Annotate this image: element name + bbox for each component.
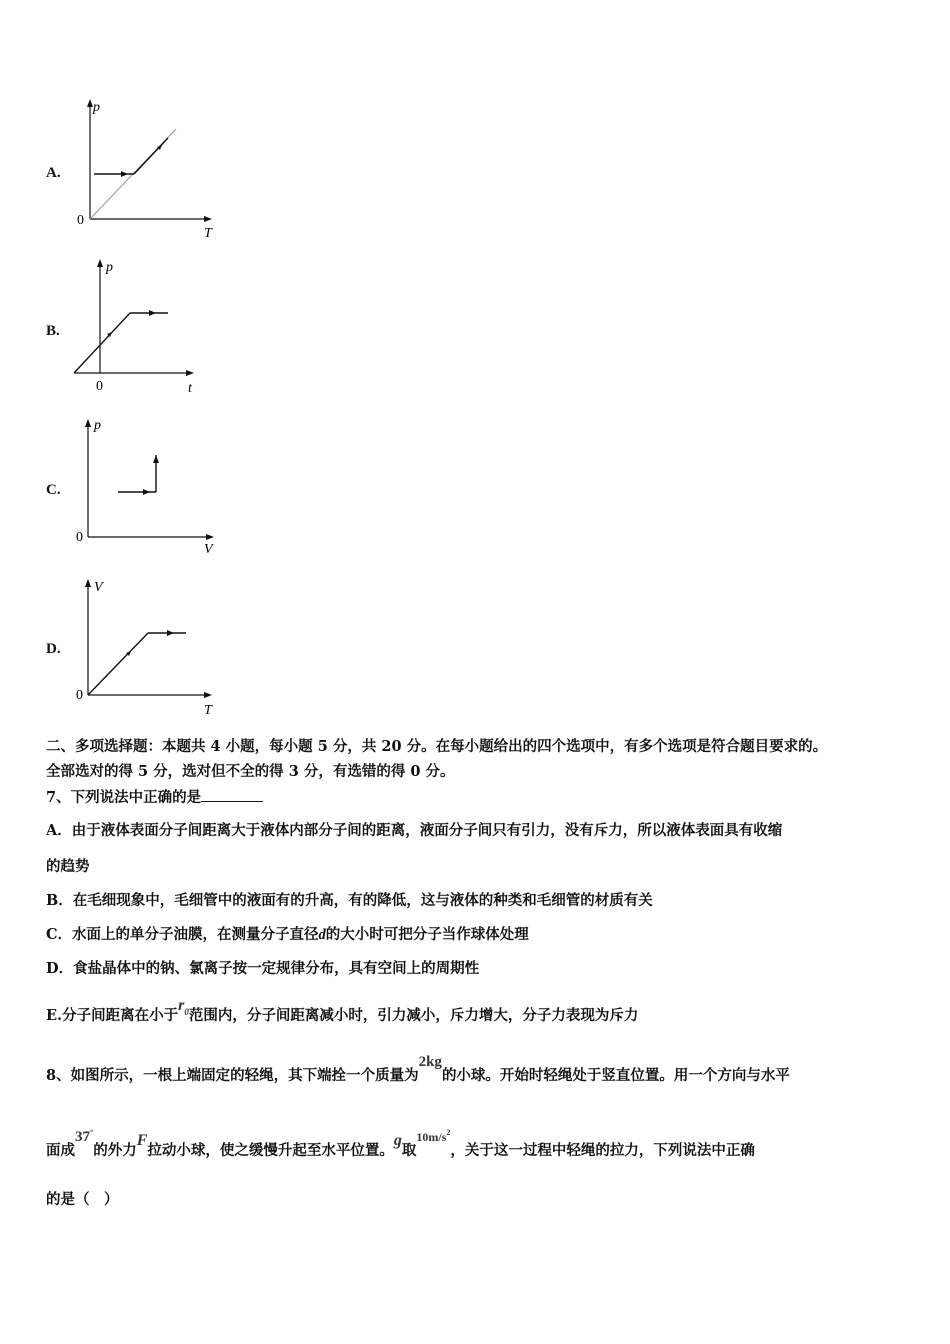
q7-option-a-line1: A．由于液体表面分子间距离大于液体内部分子间的距离，液面分子间只有引力，没有斥力，所以液体表面具有收缩 xyxy=(46,822,783,839)
q7-option-c-post: 的大小时可把分子当作球体处理 xyxy=(325,926,529,943)
q7-option-e-pre: E.分子间距离在小于 xyxy=(46,1007,179,1024)
vertical-arrow xyxy=(153,455,159,463)
q7-option-e xyxy=(46,997,639,1027)
q8-line1-post: 的小球。开始时轻绳处于竖直位置。用一个方向与水平 xyxy=(441,1067,790,1084)
process-line xyxy=(134,138,168,174)
mass-value: 2kg xyxy=(418,1054,442,1070)
r-symbol: r xyxy=(178,997,185,1014)
g-variable: g xyxy=(393,1132,402,1149)
graph-a-svg xyxy=(70,95,230,245)
q8-line2-b: 的外力 xyxy=(93,1142,137,1159)
y-axis-label: V xyxy=(94,580,103,595)
y-axis-label: p xyxy=(106,260,113,275)
y-axis-arrow xyxy=(97,259,103,267)
option-b-label: B. xyxy=(46,323,60,339)
degree-sign: ° xyxy=(90,1128,94,1137)
q8-line2-e: ，关于这一过程中轻绳的拉力，下列说法中正确 xyxy=(450,1142,755,1159)
origin-label: 0 xyxy=(96,379,103,394)
section2-header-line2: 全部选对的得 5 分，选对但不全的得 3 分，有选错的得 0 分。 xyxy=(46,763,455,780)
x-axis-arrow xyxy=(204,692,212,698)
flat-arrow xyxy=(149,310,156,316)
q7-option-c-pre: C．水面上的单分子油膜，在测量分子直径 xyxy=(46,926,319,943)
q8-line2-d: 取 xyxy=(401,1142,417,1159)
r0-variable xyxy=(178,997,189,1017)
q8-line1-pre: 8、如图所示，一根上端固定的轻绳，其下端拴一个质量为 xyxy=(46,1067,419,1084)
q8-line3: 的是（ ） xyxy=(46,1191,119,1208)
q7-stem xyxy=(46,787,263,808)
angle-value xyxy=(75,1129,93,1145)
angle-number: 37 xyxy=(75,1129,90,1145)
force-variable: F xyxy=(136,1132,148,1149)
graph-d-svg xyxy=(70,575,230,725)
x-axis-arrow xyxy=(186,370,194,376)
x-axis-arrow xyxy=(206,534,214,540)
x-axis-arrow xyxy=(204,216,212,222)
option-c-label: C. xyxy=(46,482,61,498)
y-axis-label: p xyxy=(93,100,100,115)
graph-d xyxy=(70,575,230,729)
option-d-label: D. xyxy=(46,641,61,657)
horizontal-arrow xyxy=(143,489,150,495)
option-a-label: A. xyxy=(46,165,61,181)
g-value-number: 10m/s xyxy=(416,1130,447,1144)
y-axis-label: p xyxy=(94,418,101,433)
q7-option-b: B．在毛细现象中，毛细管中的液面有的升高，有的降低，这与液体的种类和毛细管的材质有关 xyxy=(46,892,653,909)
q7-option-c xyxy=(46,925,529,945)
origin-label: 0 xyxy=(77,213,84,228)
g-value-exponent: 2 xyxy=(446,1128,451,1137)
g-value xyxy=(416,1130,450,1144)
origin-label: 0 xyxy=(76,688,83,703)
q7-option-e-post: 范围内，分子间距离减小时，引力减小，斥力增大，分子力表现为斥力 xyxy=(188,1007,639,1024)
x-axis-label: V xyxy=(204,542,213,557)
q8-line2 xyxy=(46,1128,755,1163)
process-arrow-horizontal xyxy=(121,171,128,177)
graph-a xyxy=(70,95,230,249)
q7-option-d: D．食盐晶体中的钠、氯离子按一定规律分布，具有空间上的周期性 xyxy=(46,960,480,977)
answer-blank xyxy=(201,787,263,802)
x-axis-label: T xyxy=(204,226,212,241)
q8-line2-c: 拉动小球，使之缓慢升起至水平位置。 xyxy=(147,1142,394,1159)
q8-line2-a: 面成 xyxy=(46,1142,75,1159)
q8-line1 xyxy=(46,1054,790,1086)
x-axis-label: T xyxy=(204,703,212,718)
section2-header-line1: 二、多项选择题：本题共 4 小题，每小题 5 分，共 20 分。在每小题给出的四个选项中，有多个选项是符合题目要求的。 xyxy=(46,738,828,755)
process-line-ramp xyxy=(88,633,148,695)
q7-stem-text: 7、下列说法中正确的是 xyxy=(46,789,202,806)
q7-option-a-line2: 的趋势 xyxy=(46,858,90,875)
origin-label: 0 xyxy=(76,530,83,545)
graph-b-svg xyxy=(70,255,230,405)
graph-c xyxy=(70,415,230,569)
diameter-variable: d xyxy=(318,927,326,943)
x-axis-label: t xyxy=(188,381,192,396)
graph-b xyxy=(70,255,230,409)
flat-arrow xyxy=(167,630,174,636)
graph-c-svg xyxy=(70,415,230,565)
y-axis-arrow xyxy=(85,579,91,587)
process-line-ramp xyxy=(74,313,130,373)
y-axis-arrow xyxy=(85,419,91,427)
r-subscript: 0 xyxy=(184,1007,189,1017)
